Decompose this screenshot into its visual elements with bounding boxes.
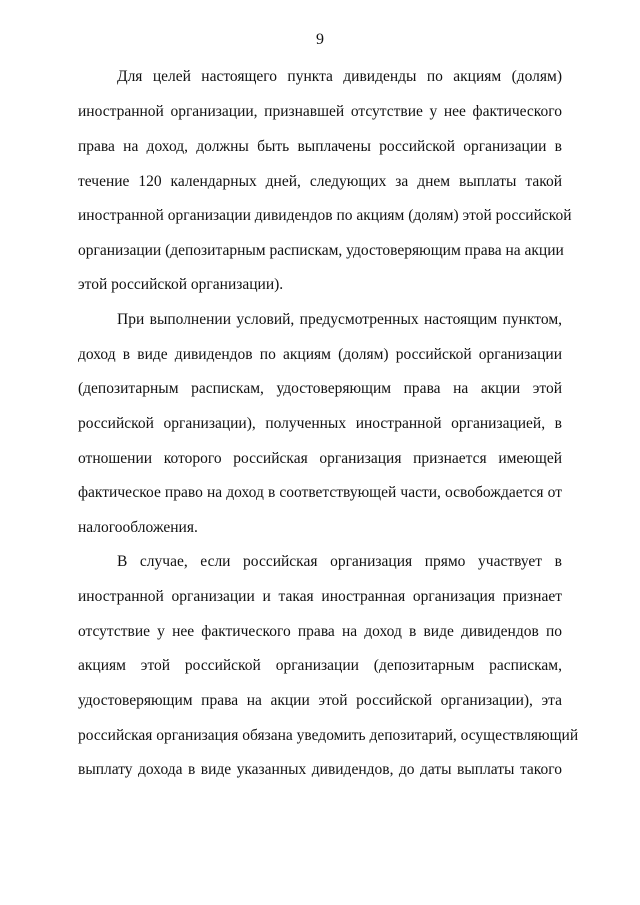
text-line: Для целей настоящего пункта дивиденды по акциям (долям): [117, 68, 562, 85]
text-line: В случае, если российская организация прямо участвует в: [117, 553, 562, 570]
text-line: российской организации), полученных иностранной организацией, в: [78, 415, 562, 432]
text-line: этой российской организации).: [78, 276, 284, 293]
text-line: течение 120 календарных дней, следующих за днем выплаты такой: [78, 173, 562, 190]
text-line: иностранной организации и такая иностранная организация признает: [78, 588, 562, 605]
text-line: отношении которого российская организация признается имеющей: [78, 450, 562, 467]
text-line: иностранной организации дивидендов по акциям (долям) этой российской: [78, 207, 572, 224]
text-line: российская организация обязана уведомить депозитарий, осуществляющий: [78, 727, 579, 744]
text-line: (депозитарным распискам, удостоверяющим права на акции этой: [78, 380, 562, 397]
text-line: организации (депозитарным распискам, удостоверяющим права на акции: [78, 242, 564, 259]
text-line: права на доход, должны быть выплачены российской организации в: [78, 138, 562, 155]
text-line: При выполнении условий, предусмотренных настоящим пунктом,: [117, 311, 562, 328]
text-line: налогообложения.: [78, 519, 198, 536]
page-number: 9: [316, 31, 324, 48]
text-line: акциям этой российской организации (депозитарным распискам,: [78, 657, 562, 674]
text-line: доход в виде дивидендов по акциям (долям) российской организации: [78, 346, 562, 363]
text-line: отсутствие у нее фактического права на доход в виде дивидендов по: [78, 623, 562, 640]
text-line: иностранной организации, признавшей отсутствие у нее фактического: [78, 103, 562, 120]
text-line: выплату дохода в виде указанных дивидендов, до даты выплаты такого: [78, 761, 562, 778]
text-line: фактическое право на доход в соответствующей части, освобождается от: [78, 484, 562, 501]
text-line: удостоверяющим права на акции этой российской организации), эта: [78, 692, 562, 709]
